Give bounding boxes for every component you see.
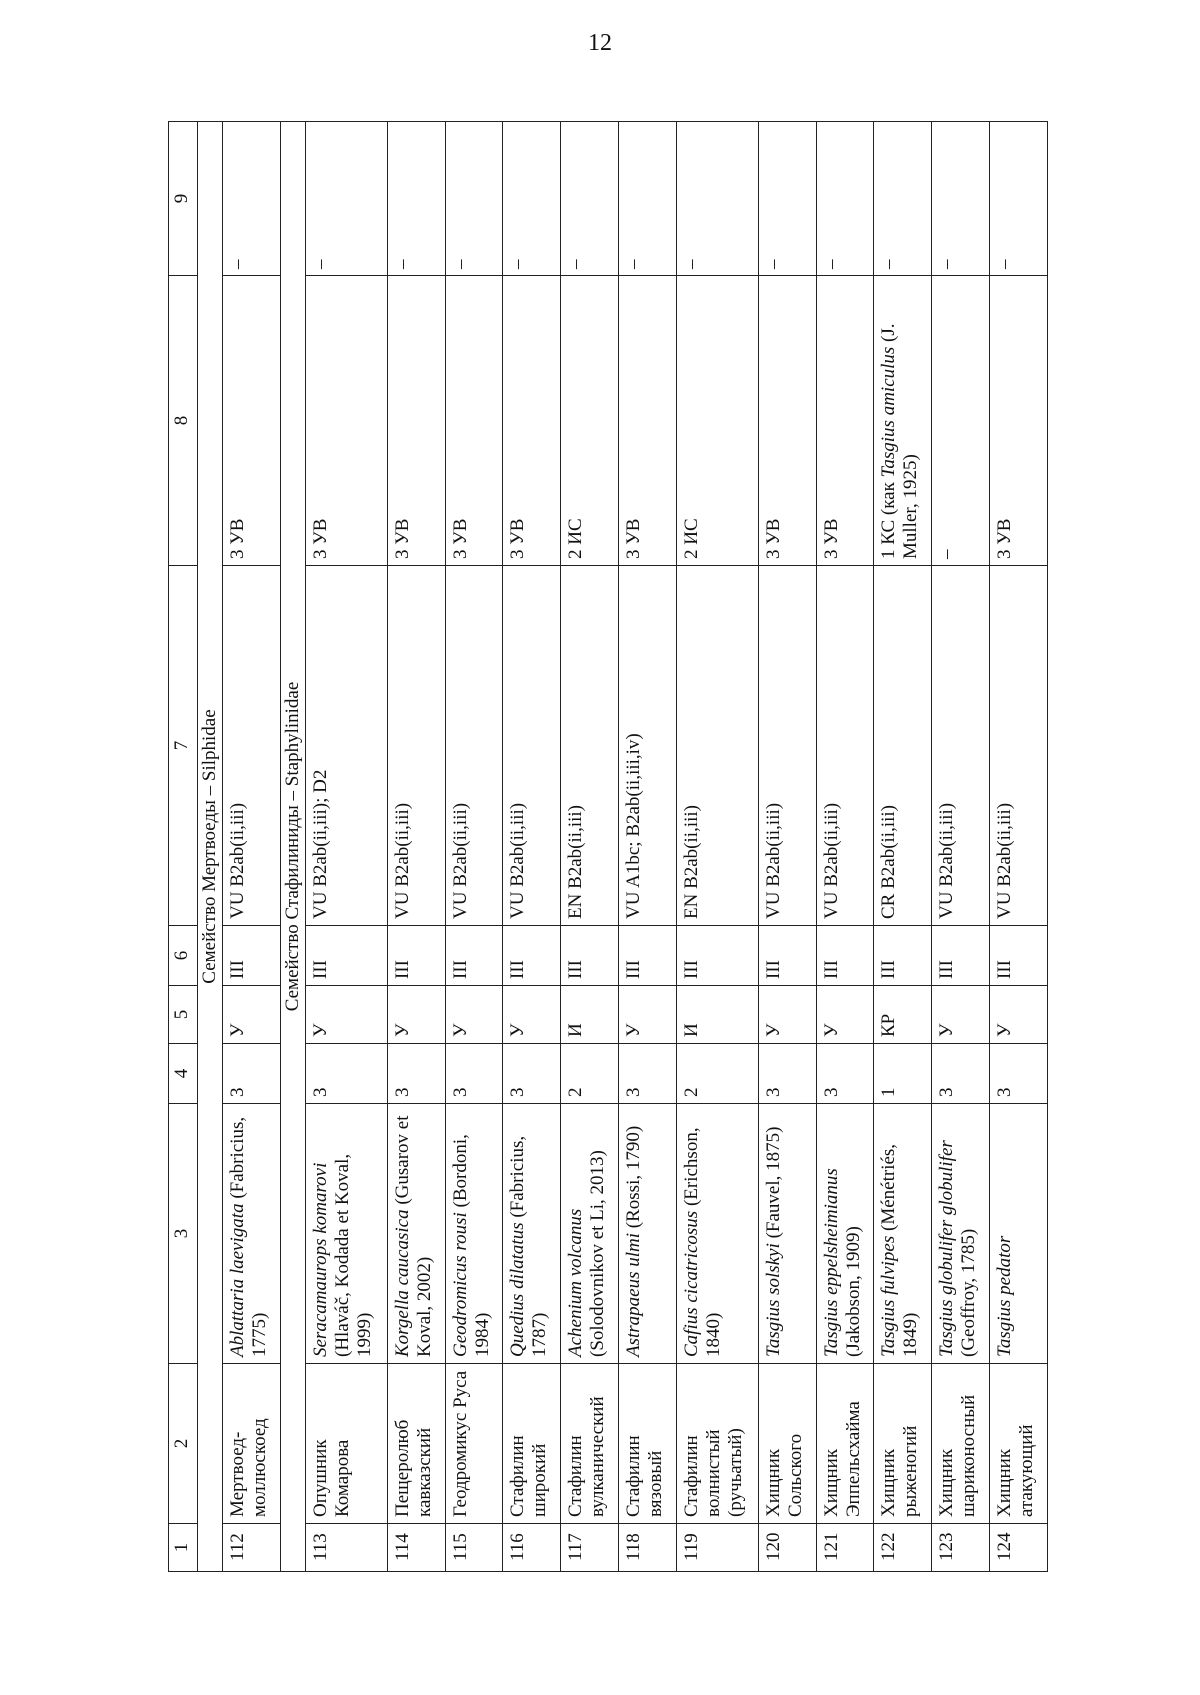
red-book-table <box>168 121 1048 1572</box>
status-code: И <box>676 986 758 1044</box>
latin-name-cell <box>619 1104 677 1364</box>
iucn-criteria: VU B2ab(ii,iii); D2 <box>305 566 387 926</box>
column-number: 3 <box>169 1104 198 1364</box>
rarity-category: 3 <box>305 1044 387 1104</box>
species-author: (Geoffroy, 1785) <box>958 1228 980 1357</box>
russia-category: 3 УВ <box>227 518 248 559</box>
column-number: 6 <box>169 926 198 986</box>
row-number: 119 <box>676 1524 758 1572</box>
page-number: 12 <box>588 30 612 56</box>
species-author: (Ménétriés, 1849) <box>878 1143 922 1357</box>
row-number: 112 <box>223 1524 281 1572</box>
russia-category: 1 КС (как <box>878 477 900 559</box>
rarity-category: 3 <box>619 1044 677 1104</box>
column-number: 9 <box>169 122 198 276</box>
species-name: Tasgius pedator <box>994 1235 1016 1357</box>
rarity-category: 3 <box>223 1044 281 1104</box>
russian-name: Мертвоед-моллюскоед <box>223 1364 281 1524</box>
russia-category-cell <box>503 276 561 566</box>
russia-category-cell <box>445 276 503 566</box>
priority-code: III <box>503 926 561 986</box>
status-code: У <box>223 986 281 1044</box>
russia-category-author: (J. Muller, 1925) <box>878 323 922 559</box>
table-row <box>816 122 874 1572</box>
rarity-category: 3 <box>445 1044 503 1104</box>
status-code: И <box>561 986 619 1044</box>
species-author: (Gusarov et Koval, 2002) <box>391 1115 435 1357</box>
russia-category: 3 УВ <box>623 518 645 559</box>
family-heading: Семейство Стафилиниды – Staphylinidae <box>280 122 305 1572</box>
species-name: Seracamaurops komarovi <box>309 1162 331 1357</box>
status-code: У <box>305 986 387 1044</box>
rarity-category: 1 <box>874 1044 932 1104</box>
column-number: 1 <box>169 1524 198 1572</box>
status-code: У <box>990 986 1048 1044</box>
russia-category-cell <box>619 276 677 566</box>
russia-category: 3 УВ <box>762 518 784 559</box>
extra-category: – <box>223 122 281 276</box>
rarity-category: 3 <box>387 1044 445 1104</box>
russia-category-cell <box>223 276 281 566</box>
table-row <box>305 122 387 1572</box>
row-number: 118 <box>619 1524 677 1572</box>
priority-code: III <box>561 926 619 986</box>
status-code: У <box>619 986 677 1044</box>
extra-category: – <box>932 122 990 276</box>
species-name: Tasgius solskyi <box>762 1243 784 1357</box>
species-author: (Hlaváč, Kodada et Koval, 1999) <box>331 1153 375 1357</box>
rarity-category: 3 <box>816 1044 874 1104</box>
latin-name-cell <box>445 1104 503 1364</box>
species-name: Tasgius eppelsheimianus <box>820 1168 842 1357</box>
table-body <box>169 122 1048 1572</box>
table-row <box>561 122 619 1572</box>
russia-category-species: Tasgius amiculus <box>878 346 900 478</box>
species-name: Quedius dilatatus <box>507 1222 529 1357</box>
extra-category: – <box>990 122 1048 276</box>
table-row <box>676 122 758 1572</box>
russia-category-cell <box>932 276 990 566</box>
latin-name-cell <box>816 1104 874 1364</box>
latin-name-cell <box>223 1104 281 1364</box>
status-code: У <box>503 986 561 1044</box>
row-number: 117 <box>561 1524 619 1572</box>
russian-name: Хищник атакующий <box>990 1364 1048 1524</box>
rarity-category: 3 <box>503 1044 561 1104</box>
priority-code: III <box>874 926 932 986</box>
priority-code: III <box>990 926 1048 986</box>
table-row <box>387 122 445 1572</box>
status-code: У <box>932 986 990 1044</box>
row-number: 121 <box>816 1524 874 1572</box>
rarity-category: 2 <box>561 1044 619 1104</box>
rarity-category: 3 <box>990 1044 1048 1104</box>
status-code: У <box>445 986 503 1044</box>
priority-code: III <box>676 926 758 986</box>
species-name: Ablattaria laevigata <box>227 1203 248 1357</box>
iucn-criteria: VU B2ab(ii,iii) <box>223 566 281 926</box>
russia-category: 3 УВ <box>507 518 529 559</box>
species-author: (Bordoni, 1984) <box>449 1134 493 1357</box>
row-number: 124 <box>990 1524 1048 1572</box>
russia-category: – <box>936 549 958 559</box>
status-code: КР <box>874 986 932 1044</box>
rotated-table-wrapper <box>168 122 1048 1572</box>
latin-name-cell <box>874 1104 932 1364</box>
iucn-criteria: VU B2ab(ii,iii) <box>387 566 445 926</box>
table-row <box>932 122 990 1572</box>
latin-name-cell <box>305 1104 387 1364</box>
species-author: (Jakobson, 1909) <box>842 1226 864 1357</box>
priority-code: III <box>619 926 677 986</box>
extra-category: – <box>387 122 445 276</box>
status-code: У <box>758 986 816 1044</box>
row-number: 115 <box>445 1524 503 1572</box>
family-heading-row <box>198 122 223 1572</box>
extra-category: – <box>503 122 561 276</box>
iucn-criteria: VU B2ab(ii,iii) <box>816 566 874 926</box>
species-name: Tasgius fulvipes <box>878 1235 900 1357</box>
iucn-criteria: VU B2ab(ii,iii) <box>990 566 1048 926</box>
extra-category: – <box>561 122 619 276</box>
row-number: 116 <box>503 1524 561 1572</box>
column-number: 5 <box>169 986 198 1044</box>
priority-code: III <box>816 926 874 986</box>
table-row <box>223 122 281 1572</box>
russia-category-cell <box>561 276 619 566</box>
russia-category-cell <box>816 276 874 566</box>
rarity-category: 2 <box>676 1044 758 1104</box>
table-row <box>990 122 1048 1572</box>
species-author: (Fauvel, 1875) <box>762 1126 784 1244</box>
column-number-row <box>169 122 198 1572</box>
extra-category: – <box>619 122 677 276</box>
latin-name-cell <box>932 1104 990 1364</box>
family-heading: Семейство Мертвоеды – Silphidae <box>198 122 223 1572</box>
russian-name: Опушник Комарова <box>305 1364 387 1524</box>
iucn-criteria: VU B2ab(ii,iii) <box>932 566 990 926</box>
row-number: 123 <box>932 1524 990 1572</box>
iucn-criteria: VU B2ab(ii,iii) <box>445 566 503 926</box>
latin-name-cell <box>676 1104 758 1364</box>
species-author: (Rossi, 1790) <box>623 1125 645 1233</box>
russia-category: 2 ИС <box>565 518 587 559</box>
species-author: (Fabricius, 1787) <box>507 1135 551 1357</box>
latin-name-cell <box>561 1104 619 1364</box>
priority-code: III <box>305 926 387 986</box>
column-number: 8 <box>169 276 198 566</box>
iucn-criteria: EN B2ab(ii,iii) <box>676 566 758 926</box>
russia-category: 3 УВ <box>449 518 471 559</box>
table-row <box>758 122 816 1572</box>
extra-category: – <box>758 122 816 276</box>
russia-category: 3 УВ <box>820 518 842 559</box>
iucn-criteria: EN B2ab(ii,iii) <box>561 566 619 926</box>
priority-code: III <box>932 926 990 986</box>
russian-name: Стафилин вулканический <box>561 1364 619 1524</box>
priority-code: III <box>387 926 445 986</box>
species-name: Cafius cicatricosus <box>680 1210 702 1357</box>
table-row <box>874 122 932 1572</box>
russia-category: 3 УВ <box>994 518 1016 559</box>
species-name: Achenium volcanus <box>565 1208 587 1357</box>
russian-name: Хищник рыженогий <box>874 1364 932 1524</box>
row-number: 114 <box>387 1524 445 1572</box>
priority-code: III <box>223 926 281 986</box>
extra-category: – <box>445 122 503 276</box>
status-code: У <box>387 986 445 1044</box>
extra-category: – <box>816 122 874 276</box>
russian-name: Стафилин широкий <box>503 1364 561 1524</box>
column-number: 7 <box>169 566 198 926</box>
russian-name: Хищник Эппельсхайма <box>816 1364 874 1524</box>
rarity-category: 3 <box>932 1044 990 1104</box>
species-author: (Erichson, 1840) <box>680 1127 724 1357</box>
table-row <box>619 122 677 1572</box>
row-number: 113 <box>305 1524 387 1572</box>
latin-name-cell <box>387 1104 445 1364</box>
russian-name: Стафилин вязовый <box>619 1364 677 1524</box>
rarity-category: 3 <box>758 1044 816 1104</box>
russian-name: Стафилин волнистый (ручьатый) <box>676 1364 758 1524</box>
species-name: Korgella caucasica <box>391 1209 413 1357</box>
table-row <box>445 122 503 1572</box>
species-name: Tasgius globulifer globulifer <box>936 1140 958 1357</box>
species-author: (Fabricius, 1775) <box>227 1116 270 1357</box>
russia-category-cell <box>874 276 932 566</box>
russia-category-cell <box>758 276 816 566</box>
russia-category: 2 ИС <box>680 518 702 559</box>
column-number: 2 <box>169 1364 198 1524</box>
status-code: У <box>816 986 874 1044</box>
russia-category-cell <box>387 276 445 566</box>
priority-code: III <box>445 926 503 986</box>
iucn-criteria: CR B2ab(ii,iii) <box>874 566 932 926</box>
family-heading-row <box>280 122 305 1572</box>
russia-category-cell <box>990 276 1048 566</box>
row-number: 120 <box>758 1524 816 1572</box>
iucn-criteria: VU B2ab(ii,iii) <box>503 566 561 926</box>
column-number: 4 <box>169 1044 198 1104</box>
latin-name-cell <box>990 1104 1048 1364</box>
species-name: Geodromicus rousi <box>449 1212 471 1357</box>
russia-category-cell <box>305 276 387 566</box>
priority-code: III <box>758 926 816 986</box>
row-number: 122 <box>874 1524 932 1572</box>
species-name: Astrapaeus ulmi <box>623 1232 645 1357</box>
russian-name: Хищник шариконосный <box>932 1364 990 1524</box>
russian-name: Пещеролюб кавказский <box>387 1364 445 1524</box>
species-author: (Solodovnikov et Li, 2013) <box>587 1150 609 1357</box>
russia-category: 3 УВ <box>309 518 331 559</box>
extra-category: – <box>305 122 387 276</box>
extra-category: – <box>676 122 758 276</box>
table-row <box>503 122 561 1572</box>
russia-category: 3 УВ <box>391 518 413 559</box>
latin-name-cell <box>503 1104 561 1364</box>
extra-category: – <box>874 122 932 276</box>
iucn-criteria: VU A1bc; B2ab(ii,iii,iv) <box>619 566 677 926</box>
russian-name: Хищник Сольского <box>758 1364 816 1524</box>
iucn-criteria: VU B2ab(ii,iii) <box>758 566 816 926</box>
russian-name: Геодромикус Руса <box>445 1364 503 1524</box>
russia-category-cell <box>676 276 758 566</box>
latin-name-cell <box>758 1104 816 1364</box>
